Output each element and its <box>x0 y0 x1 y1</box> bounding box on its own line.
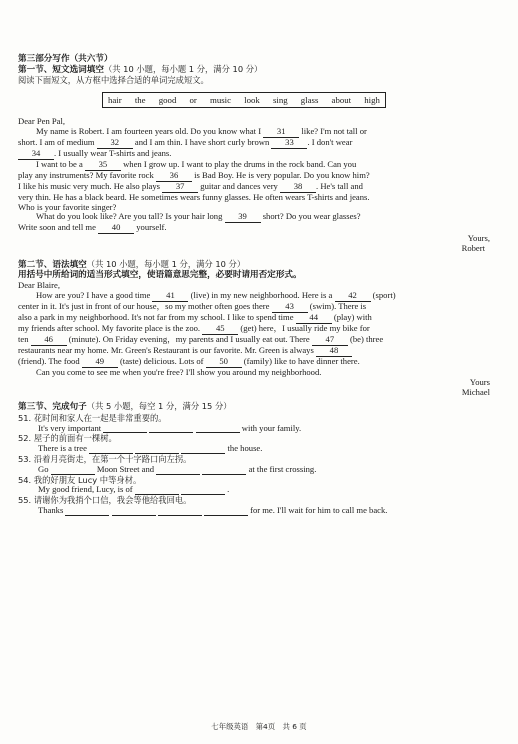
word-option: the <box>134 94 146 105</box>
section1-instruction: 阅读下面短文，从方框中选择合适的单词完成短文。 <box>18 74 209 85</box>
line-text: (friend). The food <box>18 356 82 367</box>
word-option: hair <box>108 94 122 105</box>
answer-line[interactable] <box>135 446 179 454</box>
line-text: very thin. He has a black beard. He sometimes wears funny glasses. He often wears T-shirts and jeans. <box>18 191 370 202</box>
letter1-greeting: Dear Pen Pal, <box>18 115 66 126</box>
letter1-sign: Robert <box>461 243 485 254</box>
line-text: . He's tall and <box>316 180 363 191</box>
letter2-sign: Michael <box>461 386 490 397</box>
line-text: like? I'm not tall or <box>299 125 367 136</box>
chinese-prompt: 55. 请谢你为我捎个口信，我会等他给我回电。 <box>18 495 192 506</box>
section3-title: 第三节、完成句子 <box>18 401 87 412</box>
answer-blank[interactable]: 46 <box>31 335 67 346</box>
section1-title: 第一节、短文选词填空 <box>18 64 104 75</box>
answer-blank[interactable]: 49 <box>82 357 118 368</box>
word-option: sing <box>272 94 288 105</box>
exam-page <box>18 55 490 516</box>
chinese-prompt: 53. 沿着月亮街走，在第一个十字路口向左拐。 <box>18 454 192 465</box>
line-text: short. I am of medium <box>18 136 97 147</box>
answer-line[interactable] <box>181 487 225 495</box>
answer-blank[interactable]: 35 <box>85 160 121 171</box>
answer-blank[interactable]: 42 <box>335 291 371 302</box>
section2-instruction: 用括号中所给词的适当形式填空，使语篇意思完整，必要时请用否定形式。 <box>18 270 302 281</box>
section2-rule: （共 10 小题，每小题 1 分，满分 10 分） <box>86 259 246 270</box>
answer-blank[interactable]: 40 <box>98 223 134 234</box>
answer-blank[interactable]: 45 <box>202 324 238 335</box>
answer-line[interactable] <box>89 446 133 454</box>
word-option: look <box>244 94 260 105</box>
line-text: Can you come to see me when you're free? I'll show you around my neighborhood. <box>36 367 322 378</box>
line-text: when I grow up. I want to play the drums in the rock band. Can you <box>120 158 357 169</box>
page-footer: 七年级英语 第4页 共 6 页 <box>211 722 307 731</box>
line-text: (be) three <box>347 334 384 345</box>
word-option: high <box>364 94 380 105</box>
section3-heading <box>18 402 490 413</box>
sentence-item <box>18 434 490 454</box>
line-text: also a park in my neighborhood. It's not far from my school. I like to spend time <box>18 312 296 323</box>
letter2-greeting: Dear Blaire, <box>18 280 60 291</box>
answer-line[interactable] <box>196 425 240 433</box>
line-text: I like his music very much. He also plays <box>18 180 163 191</box>
letter1-closing: Yours, <box>467 233 490 244</box>
section3-items <box>18 414 490 516</box>
sentence-item <box>18 414 490 434</box>
answer-line[interactable] <box>181 446 225 454</box>
line-text: is Bad Boy. He is very popular. Do you know him? <box>191 169 370 180</box>
sentence-item <box>18 496 490 516</box>
answer-blank[interactable]: 44 <box>296 313 332 324</box>
line-text: restaurants near my home. Mr. Green's Restaurant is our favorite. Mr. Green is always <box>18 345 316 356</box>
answer-blank[interactable]: 38 <box>280 182 316 193</box>
answer-blank[interactable]: 33 <box>271 138 307 149</box>
answer-line[interactable] <box>135 487 179 495</box>
english-sentence: Go Moon Street and at the first crossing. <box>38 463 317 474</box>
word-option: good <box>158 94 177 105</box>
line-text: Write soon and tell me <box>18 222 99 233</box>
answer-blank[interactable]: 31 <box>263 127 299 138</box>
line-text: (sport) <box>370 290 396 301</box>
answer-line[interactable] <box>156 467 200 475</box>
line-text: Who is your favorite singer? <box>18 201 117 212</box>
line-text: ten <box>18 334 31 345</box>
line-text: play any instruments? My favorite rock <box>18 169 156 180</box>
answer-blank[interactable]: 47 <box>312 335 348 346</box>
answer-line[interactable] <box>103 425 147 433</box>
answer-blank[interactable]: 39 <box>225 212 261 223</box>
answer-blank[interactable]: 50 <box>206 357 242 368</box>
sentence-item <box>18 476 490 496</box>
line-text: (swim). There is <box>307 301 367 312</box>
line-text: my friends after school. My favorite place is the zoo. <box>18 323 203 334</box>
section3-rule: （共 5 小题，每空 1 分，满分 15 分） <box>86 400 232 411</box>
section1-rule: （共 10 小题，每小题 1 分，满分 10 分） <box>103 63 263 74</box>
answer-line[interactable] <box>202 467 246 475</box>
english-sentence: My good friend, Lucy, is of . <box>38 484 230 495</box>
letter2-body <box>18 291 490 378</box>
answer-line[interactable] <box>65 508 109 516</box>
answer-line[interactable] <box>158 508 202 516</box>
section2-title: 第二节、语法填空 <box>18 260 87 271</box>
word-option: about <box>331 94 352 105</box>
answer-blank[interactable]: 32 <box>97 138 133 149</box>
letter-line <box>18 368 490 378</box>
answer-blank[interactable]: 36 <box>156 171 192 182</box>
line-text: yourself. <box>134 222 167 233</box>
word-option: or <box>189 94 197 105</box>
line-text: (family) like to have dinner there. <box>241 356 360 367</box>
english-sentence: There is a tree the house. <box>38 443 263 454</box>
chinese-prompt: 52. 屋子的前面有一棵树。 <box>18 433 117 444</box>
line-text: (live) in my new neighborhood. Here is a <box>188 290 335 301</box>
line-text: (play) with <box>331 312 372 323</box>
line-text: short? Do you wear glasses? <box>260 211 361 222</box>
line-text: . I don't wear <box>307 136 353 147</box>
answer-line[interactable] <box>204 508 248 516</box>
word-option: glass <box>300 94 319 105</box>
answer-line[interactable] <box>149 425 193 433</box>
sentence-item <box>18 455 490 475</box>
answer-blank[interactable]: 48 <box>316 346 352 357</box>
chinese-prompt: 54. 我的好朋友 Lucy 中等身材。 <box>18 474 142 485</box>
line-text: I want to be a <box>36 158 85 169</box>
line-text: (minute). On Friday evening，my parents and I usually eat out. There <box>66 334 312 345</box>
english-sentence: It's very important with your family. <box>38 422 302 433</box>
line-text: center in it. It's just in front of our house，so my mother often goes there <box>18 301 272 312</box>
line-text: and I am thin. I have short curly brown <box>132 136 272 147</box>
answer-line[interactable] <box>112 508 156 516</box>
answer-blank[interactable]: 34 <box>18 149 54 160</box>
line-text: My name is Robert. I am fourteen years old. Do you know what I <box>36 125 264 136</box>
english-sentence: Thanks for me. I'll wait for him to call me back. <box>38 504 388 515</box>
letter1-body <box>18 127 490 235</box>
line-text: (taste) delicious. Lots of <box>117 356 206 367</box>
answer-blank[interactable]: 37 <box>162 182 198 193</box>
letter-line <box>18 223 490 234</box>
word-option: music <box>209 94 231 105</box>
line-text: (get) here，I usually ride my bike for <box>238 323 370 334</box>
answer-blank[interactable]: 41 <box>152 291 188 302</box>
answer-line[interactable] <box>51 467 95 475</box>
letter2-closing: Yours <box>469 377 490 387</box>
chinese-prompt: 51. 花时间和家人在一起是非常重要的。 <box>18 412 167 423</box>
line-text: How are you? I have a good time <box>36 290 153 301</box>
part-title: 第三部分写作（共六节） <box>18 54 113 64</box>
line-text: What do you look like? Are you tall? Is your hair long <box>36 211 225 222</box>
word-box <box>102 92 386 108</box>
line-text: . I usually wear T-shirts and jeans. <box>54 147 172 158</box>
line-text: guitar and dances very <box>198 180 281 191</box>
answer-blank[interactable]: 43 <box>272 302 308 313</box>
